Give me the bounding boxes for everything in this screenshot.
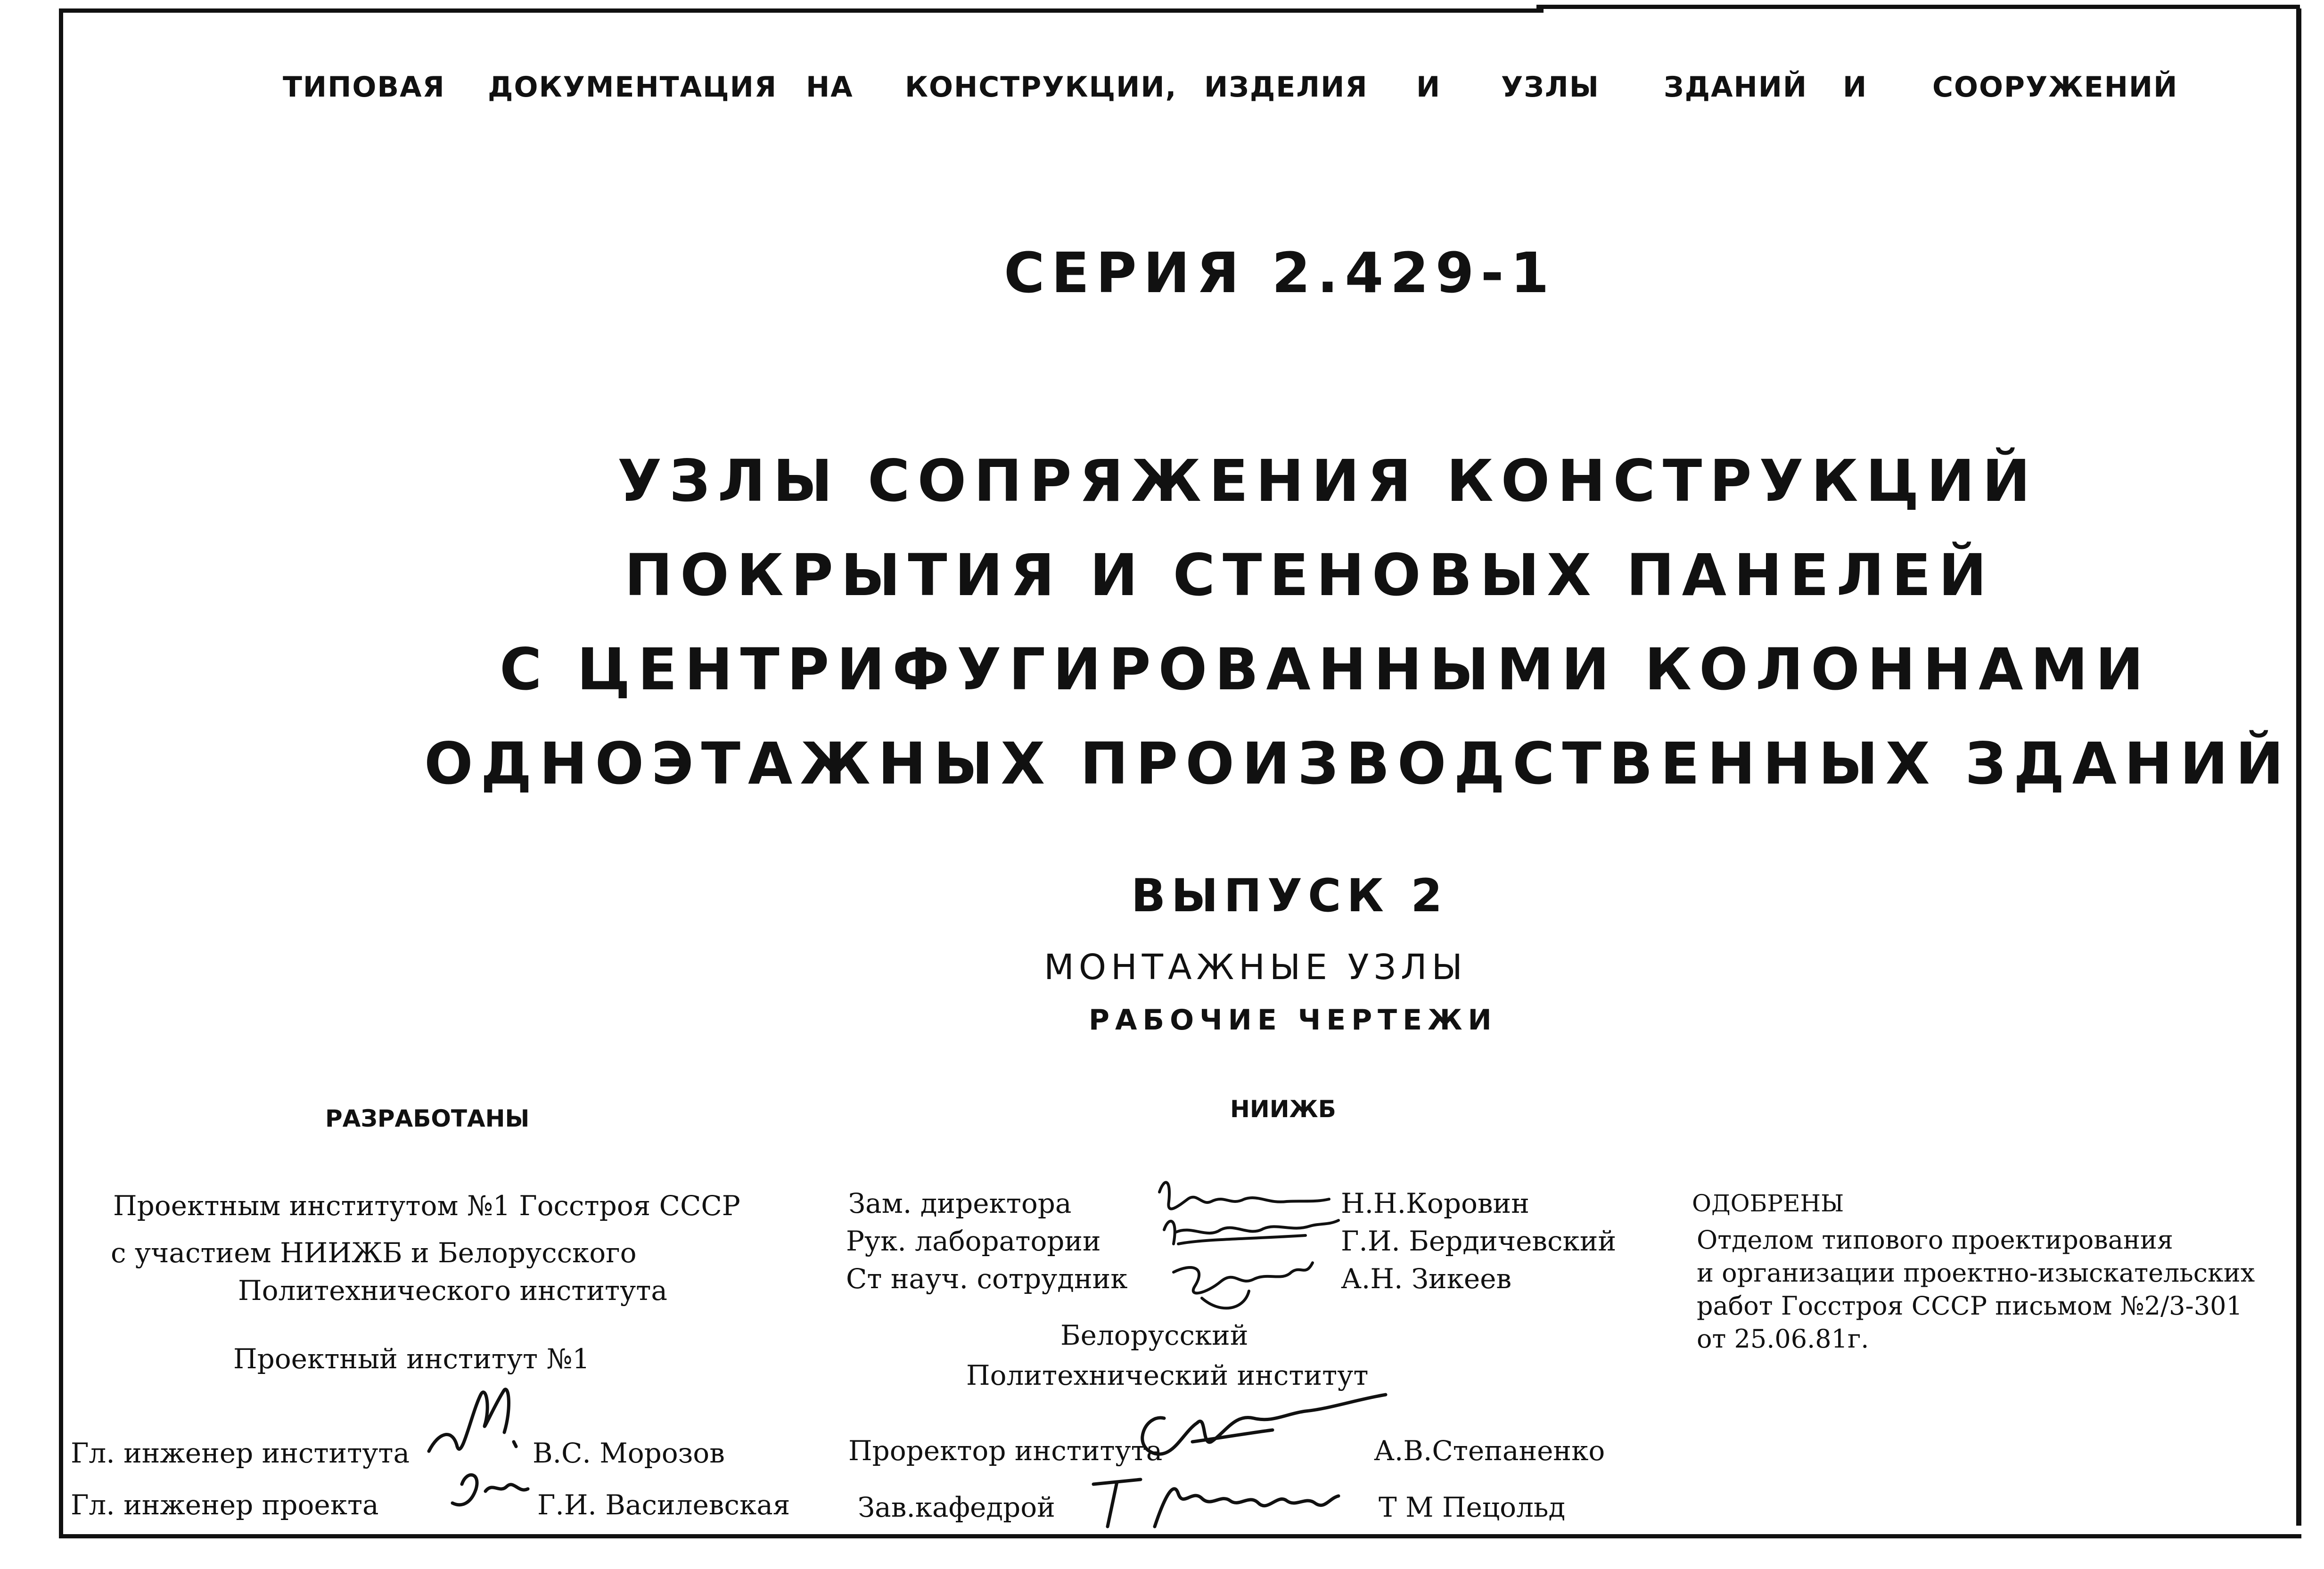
niizhb-name-2: Г.И. Бердичевский bbox=[1341, 1225, 1617, 1257]
issue-number: ВЫПУСК 2 bbox=[1131, 869, 1448, 922]
niizhb-signatures bbox=[1150, 1173, 1353, 1333]
niizhb-role-3: Ст науч. сотрудник bbox=[846, 1263, 1128, 1295]
developed-label: РАЗРАБОТАНЫ bbox=[325, 1105, 530, 1132]
inst1-role-1: Гл. инженер института bbox=[71, 1437, 410, 1469]
header-word: ЗДАНИЙ bbox=[1664, 71, 1808, 104]
title-line-2: ПОКРЫТИЯ И СТЕНОВЫХ ПАНЕЛЕЙ bbox=[624, 542, 1995, 609]
developer-line-2: с участием НИИЖБ и Белорусского bbox=[111, 1237, 637, 1269]
header-word: ДОКУМЕНТАЦИЯ bbox=[488, 71, 778, 104]
series-number: СЕРИЯ 2.429-1 bbox=[1004, 240, 1556, 305]
inst1-name-2: Г.И. Василевская bbox=[537, 1489, 790, 1521]
frame-border-left bbox=[59, 8, 63, 1538]
bpi-signatures bbox=[1084, 1385, 1485, 1541]
developer-line-3: Политехнического института bbox=[238, 1275, 667, 1307]
approved-line-3: работ Госстроя СССР письмом №2/3-301 bbox=[1697, 1291, 2242, 1321]
institute1-label: Проектный институт №1 bbox=[233, 1343, 590, 1375]
frame-border-top-right bbox=[1536, 5, 2300, 9]
niizhb-name-3: А.Н. Зикеев bbox=[1341, 1263, 1512, 1295]
bpi-line-1: Белорусский bbox=[1060, 1319, 1248, 1351]
title-line-3: С ЦЕНТРИФУГИРОВАННЫМИ КОЛОННАМИ bbox=[500, 636, 2152, 703]
inst1-name-1: В.С. Морозов bbox=[533, 1437, 725, 1469]
header-word: НА bbox=[806, 71, 854, 104]
bpi-role-2: Зав.кафедрой bbox=[858, 1491, 1055, 1523]
title-line-4: ОДНОЭТАЖНЫХ ПРОИЗВОДСТВЕННЫХ ЗДАНИЙ bbox=[424, 730, 2291, 797]
header-word: И bbox=[1843, 71, 1868, 104]
niizhb-role-1: Зам. директора bbox=[848, 1187, 1072, 1219]
inst1-signatures bbox=[419, 1376, 537, 1527]
niizhb-name-1: Н.Н.Коровин bbox=[1341, 1187, 1529, 1219]
header-word: ИЗДЕЛИЯ bbox=[1204, 71, 1368, 104]
bpi-line-2: Политехнический институт bbox=[966, 1359, 1369, 1391]
frame-border-right bbox=[2296, 8, 2301, 1526]
header-word: УЗЛЫ bbox=[1501, 71, 1600, 104]
niizhb-role-2: Рук. лаборатории bbox=[846, 1225, 1101, 1257]
header-word: КОНСТРУКЦИИ, bbox=[905, 71, 1177, 104]
frame-border-top bbox=[59, 8, 1544, 13]
header-word: СООРУЖЕНИЙ bbox=[1932, 71, 2178, 104]
bpi-name-2: Т М Пецольд bbox=[1379, 1491, 1566, 1523]
title-line-1: УЗЛЫ СОПРЯЖЕНИЯ КОНСТРУКЦИЙ bbox=[617, 448, 2038, 515]
bpi-name-1: А.В.Степаненко bbox=[1374, 1435, 1605, 1467]
approved-line-1: Отделом типового проектирования bbox=[1697, 1225, 2173, 1255]
inst1-role-2: Гл. инженер проекта bbox=[71, 1489, 379, 1521]
approved-line-4: от 25.06.81г. bbox=[1697, 1324, 1869, 1354]
bpi-role-1: Проректор института bbox=[848, 1435, 1163, 1467]
developer-line-1: Проектным институтом №1 Госстроя СССР bbox=[113, 1190, 740, 1222]
header-word: И bbox=[1416, 71, 1441, 104]
issue-subtitle: МОНТАЖНЫЕ УЗЛЫ bbox=[1044, 947, 1467, 988]
niizhb-label: НИИЖБ bbox=[1230, 1095, 1336, 1123]
approved-label: ОДОБРЕНЫ bbox=[1692, 1190, 1844, 1217]
approved-line-2: и организации проектно-изыскательских bbox=[1697, 1258, 2255, 1288]
issue-subtitle-working-drawings: РАБОЧИЕ ЧЕРТЕЖИ bbox=[1089, 1004, 1497, 1037]
header-word: ТИПОВАЯ bbox=[283, 71, 445, 104]
